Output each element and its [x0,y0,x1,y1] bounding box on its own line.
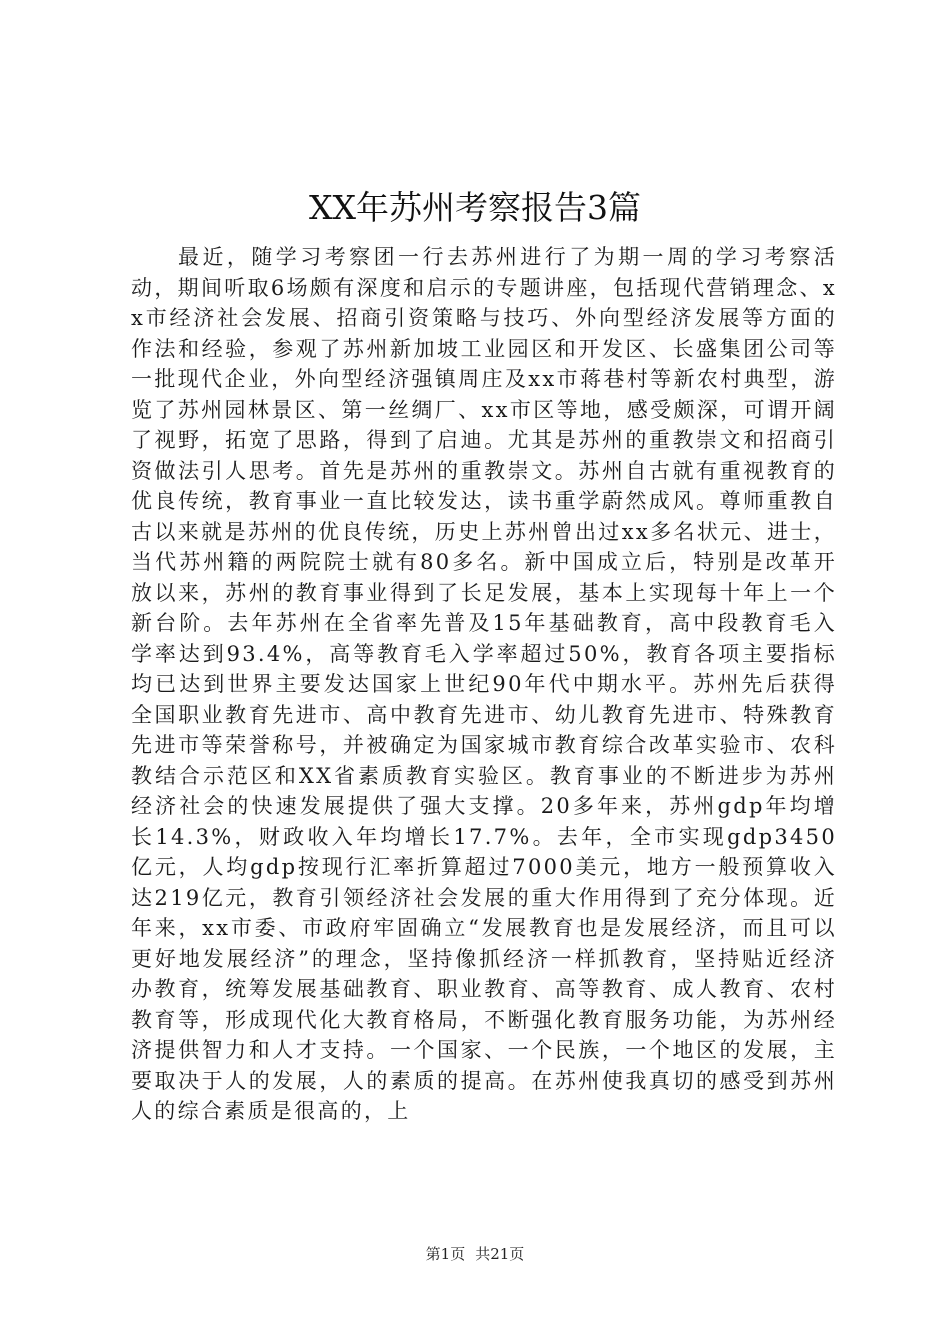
page-footer [0,1244,950,1264]
page-total: 共21页 [475,1245,525,1263]
document-body-paragraph: 最近，随学习考察团一行去苏州进行了为期一周的学习考察活动，期间听取6场颇有深度和启示的专题讲座，包括现代营销理念、xx市经济社会发展、招商引资策略与技巧、外向型经济发展等方面的作法和经验，参观了苏州新加坡工业园区和开发区、长盛集团公司等一批现代企业，外向型经济强镇周庄及xx市蒋巷村等新农村典型，游览了苏州园林景区、第一丝绸厂、xx市区等地，感受颇深，可谓开阔了视野，拓宽了思路，得到了启迪。尤其是苏州的重教崇文和招商引资做法引人思考。首先是苏州的重教崇文。苏州自古就有重视教育的优良传统，教育事业一直比较发达，读书重学蔚然成风。尊师重教自古以来就是苏州的优良传统，历史上苏州曾出过xx多名状元、进士，当代苏州籍的两院院士就有80多名。新中国成立后，特别是改革开放以来，苏州的教育事业得到了长足发展，基本上实现每十年上一个新台阶。去年苏州在全省率先普及15年基础教育，高中段教育毛入学率达到93.4%，高等教育毛入学率超过50%，教育各项主要指标均已达到世界主要发达国家上世纪90年代中期水平。苏州先后获得全国职业教育先进市、高中教育先进市、幼儿教育先进市、特殊教育先进市等荣誉称号，并被确定为国家城市教育综合改革实验市、农科教结合示范区和XX省素质教育实验区。教育事业的不断进步为苏州经济社会的快速发展提供了强大支撑。20多年来，苏州gdp年均增长14.3%，财政收入年均增长17.7%。去年，全市实现gdp3450亿元，人均gdp按现行汇率折算超过7000美元，地方一般预算收入达219亿元，教育引领经济社会发展的重大作用得到了充分体现。近年来，xx市委、市政府牢固确立“发展教育也是发展经济，而且可以更好地发展经济”的理念，坚持像抓经济一样抓教育，坚持贴近经济办教育，统筹发展基础教育、职业教育、高等教育、成人教育、农村教育等，形成现代化大教育格局，不断强化教育服务功能，为苏州经济提供智力和人才支持。一个国家、一个民族，一个地区的发展，主要取决于人的发展，人的素质的提高。在苏州使我真切的感受到苏州人的综合素质是很高的，上 [131,245,837,1123]
document-title: XX年苏州考察报告3篇 [309,188,641,227]
page-number: 第1页 [425,1245,466,1263]
